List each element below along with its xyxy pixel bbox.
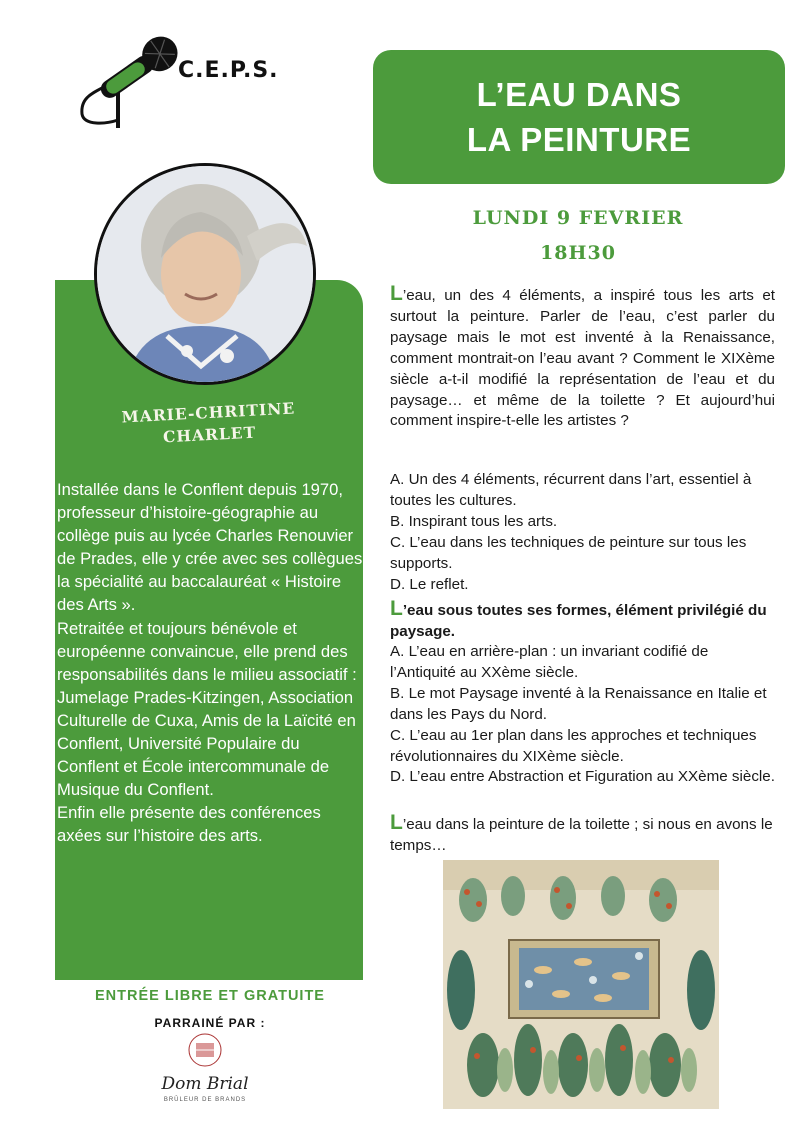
egyptian-garden-painting: [443, 860, 719, 1109]
intro-paragraph: [390, 284, 775, 432]
sponsor-label: PARRAINÉ PAR :: [154, 1016, 266, 1030]
speaker-last-name: CHARLET: [162, 422, 257, 447]
sponsor-subtitle: BRÛLEUR DE BRANDS: [163, 1097, 247, 1103]
entry-notice: ENTRÉE LIBRE ET GRATUITE: [95, 988, 325, 1004]
bio-paragraph: Retraitée et toujours bénévole et européenne convaincue, elle prend des responsabilités dans le milieu associatif : Jumelage Prades-Kitzingen, Association Culturelle de Cuxa, Amis de la Laïcité en Conflent, Université Populaire du Conflent et École intercommunale de Musique du Conflent.: [57, 618, 357, 800]
event-date: LUNDI 9 FEVRIER: [472, 207, 684, 229]
points-list-b: [390, 642, 775, 788]
sponsor-emblem-icon: [185, 1032, 225, 1068]
event-time: 18H30: [540, 242, 616, 264]
title-line-1: L’EAU DANS: [476, 76, 682, 113]
section-heading-3: [390, 813, 775, 857]
list-item: B. Le mot Paysage inventé à la Renaissance en Italie et dans les Pays du Nord.: [390, 684, 767, 723]
list-item: D. L’eau entre Abstraction et Figuration au XXème siècle.: [390, 768, 775, 786]
dropcap: L: [390, 282, 403, 305]
logo-text: C.E.P.S.: [178, 58, 279, 83]
speaker-photo: [94, 163, 316, 385]
list-item: C. L’eau au 1er plan dans les approches et techniques révolutionnaires du XIXème siècle.: [390, 726, 757, 765]
list-item: A. L’eau en arrière-plan : un invariant codifié de l’Antiquité au XXème siècle.: [390, 643, 709, 681]
speaker-bio: [57, 478, 363, 848]
section-heading-text: ’eau sous toutes ses formes, élément privilégié du paysage.: [390, 602, 767, 640]
speaker-first-name: MARIE-CHRITINE: [121, 398, 296, 427]
list-item: D. Le reflet.: [390, 575, 469, 593]
title-line-2: LA PEINTURE: [466, 121, 692, 158]
points-list-a: [390, 470, 775, 595]
bio-paragraph: Installée dans le Conflent depuis 1970, professeur d’histoire-géographie au collège puis au lycée Charles Renouvier de Prades, elle y crée avec ses collègues la spécialité au baccalauréat « Histoire des Arts ».: [57, 480, 363, 615]
bio-paragraph: Enfin elle présente des conférences axées sur l’histoire des arts.: [57, 803, 321, 846]
dropcap: L: [390, 597, 403, 620]
list-item: C. L’eau dans les techniques de peinture sur tous les supports.: [390, 533, 747, 572]
list-item: B. Inspirant tous les arts.: [390, 512, 558, 530]
list-item: A. Un des 4 éléments, récurrent dans l’art, essentiel à toutes les cultures.: [390, 471, 752, 509]
section-heading-text: ’eau dans la peinture de la toilette ; si nous en avons le temps…: [390, 816, 773, 854]
sponsor-logo: Dom Brial: [161, 1074, 249, 1094]
title-banner: [373, 50, 785, 184]
intro-text: ’eau, un des 4 éléments, a inspiré tous les arts et surtout la peinture. Parler de l’eau, c’est parler du paysage mais le mot est inventé à la Renaissance, comment montrait-on l’eau avant ? Comment le XIXème siècle a-t-il modifié la représentation de l’eau et du paysage… et même de la toilette ? Et aujourd’hui comment inspire-t-elle les artistes ?: [390, 287, 775, 430]
section-heading-2: [390, 599, 775, 643]
dropcap: L: [390, 811, 403, 834]
